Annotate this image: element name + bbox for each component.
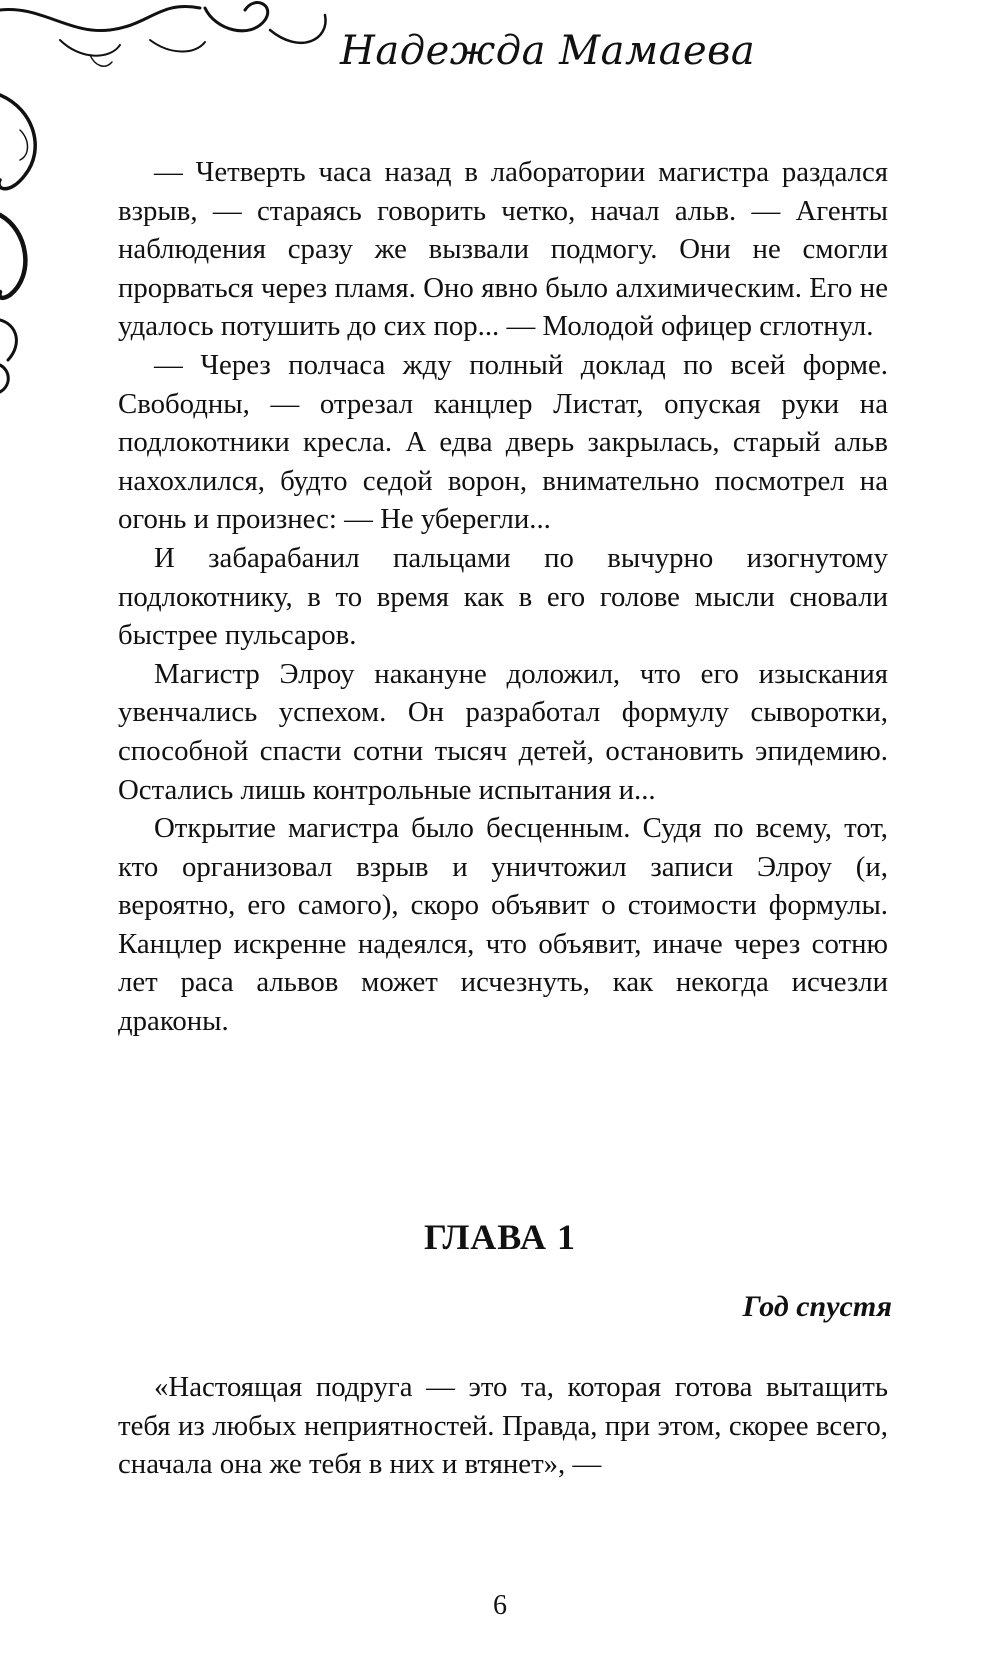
chapter-subtitle: Год спустя — [742, 1290, 892, 1323]
intro-text — [118, 153, 888, 1041]
paragraph: Открытие магистра было бесценным. Судя по всему, тот, кто организовал взрыв и уничтожил записи Элроу (и, вероятно, его самого), скоро объявит о стоимости формулы. Канцлер искренне надеялся, что объявит, иначе через сотню лет раса альвов может исчезнуть, как некогда исчезли драконы. — [118, 812, 888, 1038]
chapter-text — [118, 1368, 888, 1484]
chapter-title: ГЛАВА 1 — [423, 1217, 577, 1257]
paragraph: И забарабанил пальцами по вычурно изогнутому подлокотнику, в то время как в его голове мысли сновали быстрее пульсаров. — [118, 541, 888, 652]
running-header-author: Надежда Мамаева — [340, 28, 756, 74]
paragraph: «Настоящая подруга — это та, которая готова вытащить тебя из любых неприятностей. Правда, при этом, скорее всего, сначала она же тебя в них и втянет», — — [118, 1371, 888, 1481]
paragraph: Магистр Элроу накануне доложил, что его изыскания увенчались успехом. Он разработал формулу сыворотки, способной спасти сотни тысяч детей, остановить эпидемию. Остались лишь контрольные испытания и... — [118, 657, 888, 806]
page-number: 6 — [493, 1590, 507, 1621]
paragraph: — Четверть часа назад в лаборатории магистра раздался взрыв, — стараясь говорить четко, начал альв. — Агенты наблюдения сразу же вызвали подмогу. Они не смогли прорваться через пламя. Оно явно было алхимическим. Его не удалось потушить до сих пор... — Молодой офицер сглотнул. — [118, 156, 888, 343]
paragraph: — Через полчаса жду полный доклад по всей форме. Свободны, — отрезал канцлер Листат, опуская руки на подлокотники кресла. А едва дверь закрылась, старый альв нахохлился, будто седой ворон, внимательно посмотрел на огонь и произнес: — Не уберегли... — [118, 348, 888, 536]
